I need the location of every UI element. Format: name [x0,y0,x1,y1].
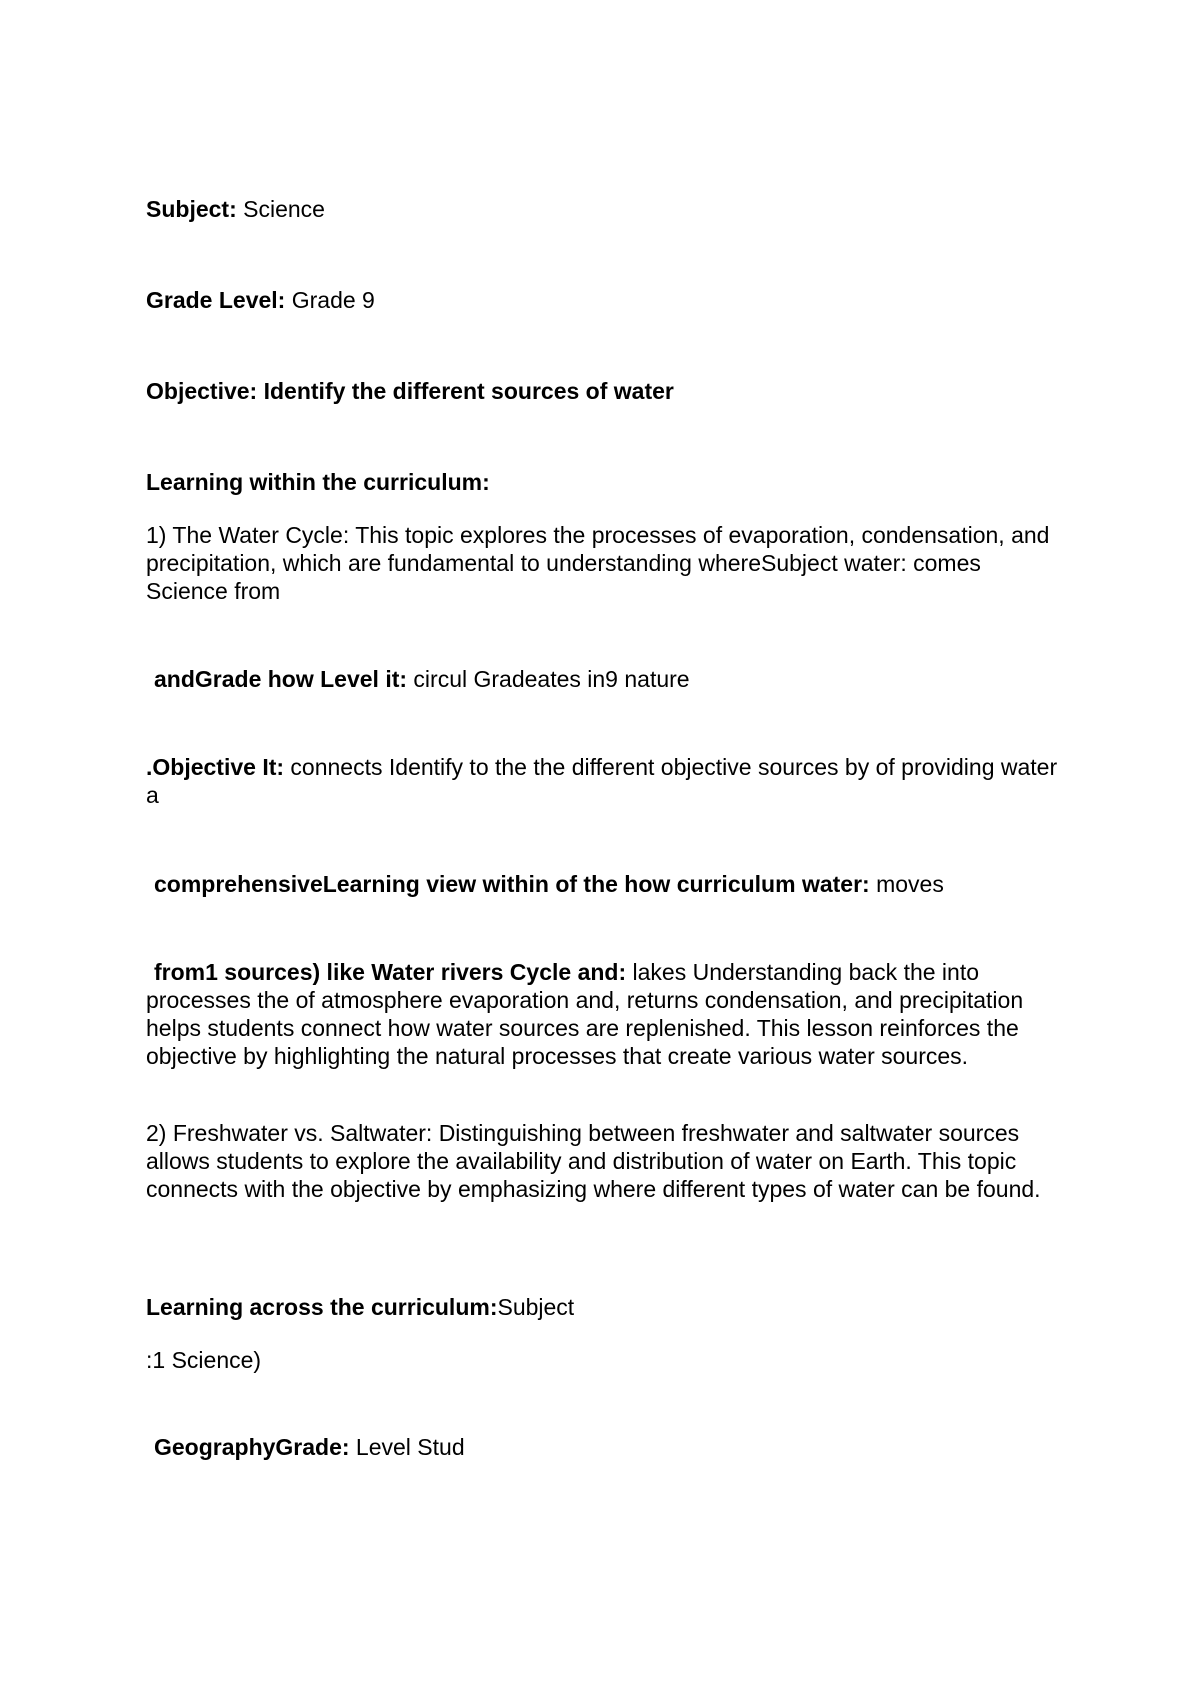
learning-across-text: Subject [497,1294,575,1320]
objective-line [146,377,1066,405]
objective-label: Objective: [146,378,258,404]
water-cycle-paragraph: 1) The Water Cycle: This topic explores the processes of evaporation, condensation, and precipitation, which are fundamental to understanding whereSubject water: comes Science from [146,522,1050,604]
and-grade-text: circul Gradeates in9 nature [407,666,690,692]
subject-value: Science [236,196,325,222]
objective-value: Identify the different sources of water [257,378,674,404]
objective-it-bold: .Objective It: [146,754,285,780]
one-science-line: :1 Science) [146,1347,262,1373]
from1-paragraph [146,958,1066,1070]
learning-across-bold: Learning across the curriculum: [146,1294,498,1320]
from1-bold: from1 sources) like Water rivers Cycle and: [154,959,627,985]
comprehensive-line [154,870,1074,898]
learning-across-heading [146,1293,1066,1321]
from1-text: lakes Understanding back the into processes the of atmosphere evaporation and, returns condensation, and precipitation helps students connect how water sources are replenished. This lesson reinforces the objective by highlighting the natural processes that create various water sources. [146,959,1024,1069]
grade-level-line [146,286,1066,314]
grade-level-value: Grade 9 [285,287,375,313]
comprehensive-bold: comprehensiveLearning view within of the how curriculum water: [154,871,870,897]
comprehensive-text: moves [869,871,944,897]
geography-bold: GeographyGrade: [154,1434,350,1460]
geography-text: Level Stud [349,1434,465,1460]
subject-line [146,195,1066,223]
and-grade-line [154,665,1074,693]
learning-within-heading: Learning within the curriculum: [146,469,490,495]
geography-line [154,1433,1074,1461]
subject-label: Subject: [146,196,237,222]
freshwater-paragraph: 2) Freshwater vs. Saltwater: Distinguishing between freshwater and saltwater sources allows students to explore the availability and distribution of water on Earth. This topic connects with the objective by emphasizing where different types of water can be found. [146,1120,1041,1202]
objective-it-paragraph [146,753,1066,809]
grade-level-label: Grade Level: [146,287,286,313]
objective-it-text: connects Identify to the the different objective sources by of providing water a [146,754,1058,808]
and-grade-bold: andGrade how Level it: [154,666,408,692]
